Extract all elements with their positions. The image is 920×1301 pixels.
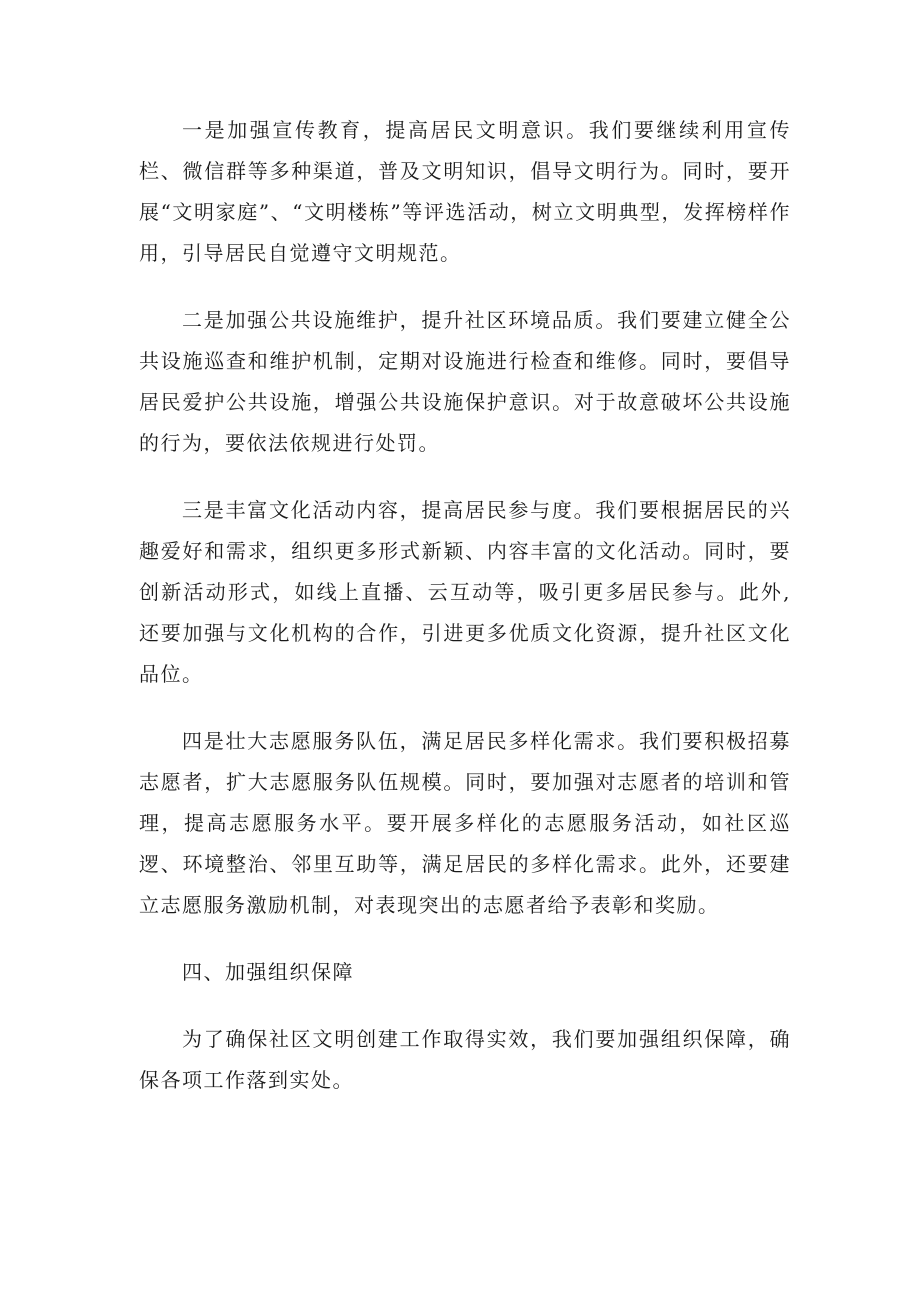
- paragraph-facility-maintenance: 二是加强公共设施维护，提升社区环境品质。我们要建立健全公共设施巡查和维护机制，定期对设施进行检查和维修。同时，要倡导居民爱护公共设施，增强公共设施保护意识。对于故意破坏公共设施的行为，要依法依规进行处罚。: [139, 308, 791, 455]
- paragraph-organizational-guarantee: 为了确保社区文明创建工作取得实效，我们要加强组织保障，确保各项工作落到实处。: [139, 1027, 791, 1092]
- section-heading: 四、加强组织保障: [182, 960, 354, 984]
- paragraph-volunteer-service: 四是壮大志愿服务队伍，满足居民多样化需求。我们要积极招募志愿者，扩大志愿服务队伍规模。同时，要加强对志愿者的培训和管理，提高志愿服务水平。要开展多样化的志愿服务活动，如社区巡逻、环境整治、邻里互助等，满足居民的多样化需求。此外，还要建立志愿服务激励机制，对表现突出的志愿者给予表彰和奖励。: [139, 729, 791, 917]
- paragraph-cultural-activities: 三是丰富文化活动内容，提高居民参与度。我们要根据居民的兴趣爱好和需求，组织更多形式新颖、内容丰富的文化活动。同时，要创新活动形式，如线上直播、云互动等，吸引更多居民参与。此外,还要加强与文化机构的合作，引进更多优质文化资源，提升社区文化品位。: [139, 498, 791, 686]
- paragraph-publicity-education: 一是加强宣传教育，提高居民文明意识。我们要继续利用宣传栏、微信群等多种渠道，普及文明知识，倡导文明行为。同时，要开展“文明家庭”、“文明楼栋”等评选活动，树立文明典型，发挥榜样作用，引导居民自觉遵守文明规范。: [139, 118, 791, 265]
- document-body: [139, 110, 791, 1101]
